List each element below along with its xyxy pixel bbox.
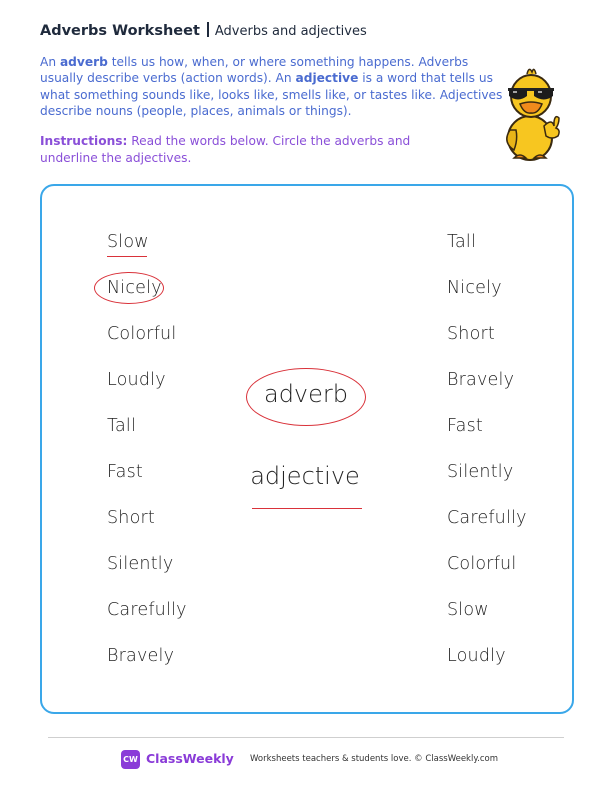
- worksheet-header: [40, 22, 367, 39]
- legend-adjective-underline: [252, 508, 362, 509]
- worksheet-title: Adverbs Worksheet: [40, 23, 200, 39]
- title-separator: [207, 22, 209, 37]
- intro-text-2: tells us how, when, or where something happens. Adverbs usually describe verbs (action words). An: [40, 55, 469, 86]
- classweekly-logo-icon: CW: [121, 750, 140, 769]
- right-word[interactable]: Colorful: [447, 554, 517, 574]
- legend-adjective-label: adjective: [250, 462, 360, 490]
- left-word[interactable]: Loudly: [107, 370, 166, 390]
- right-word[interactable]: Fast: [447, 416, 483, 436]
- left-word[interactable]: Fast: [107, 462, 143, 482]
- right-word[interactable]: Silently: [447, 462, 514, 482]
- legend-adverb-label: adverb: [263, 380, 348, 408]
- footer-tagline: Worksheets teachers & students love. © ClassWeekly.com: [250, 754, 499, 764]
- left-word[interactable]: Silently: [107, 554, 174, 574]
- instructions-text: Read the words below. Circle the adverbs and underline the adjectives.: [40, 134, 411, 165]
- footer-brand: ClassWeekly: [146, 751, 234, 766]
- right-word[interactable]: Nicely: [447, 278, 502, 298]
- left-word[interactable]: Bravely: [107, 646, 175, 666]
- intro-text-1: An: [40, 55, 60, 69]
- left-word[interactable]: Tall: [107, 416, 137, 436]
- intro-text-3: is a word that tells us what something sounds like, looks like, smells like, or tastes like. Adjectives describe nouns (people, places, animals or things).: [40, 71, 503, 119]
- left-word[interactable]: Nicely: [107, 278, 162, 298]
- word-card: [40, 184, 574, 714]
- right-word[interactable]: Tall: [447, 232, 477, 252]
- right-word[interactable]: Loudly: [447, 646, 506, 666]
- left-word[interactable]: Carefully: [107, 600, 187, 620]
- right-word[interactable]: Bravely: [447, 370, 515, 390]
- intro-term-adjective: adjective: [295, 71, 359, 86]
- instructions-paragraph: [40, 133, 460, 167]
- intro-term-adverb: adverb: [59, 55, 108, 69]
- left-word[interactable]: Slow: [107, 232, 149, 252]
- right-word[interactable]: Short: [447, 324, 495, 344]
- instructions-label: Instructions:: [40, 134, 128, 148]
- footer-divider: [48, 737, 564, 738]
- left-word[interactable]: Short: [107, 508, 155, 528]
- duck-mascot-icon: [494, 66, 568, 166]
- example-circle-mark: [94, 272, 164, 304]
- right-word[interactable]: Slow: [447, 600, 489, 620]
- example-underline-mark: [107, 256, 147, 257]
- worksheet-subtitle: Adverbs and adjectives: [214, 24, 367, 39]
- intro-paragraph: [40, 54, 505, 120]
- left-word[interactable]: Colorful: [107, 324, 177, 344]
- right-word[interactable]: Carefully: [447, 508, 527, 528]
